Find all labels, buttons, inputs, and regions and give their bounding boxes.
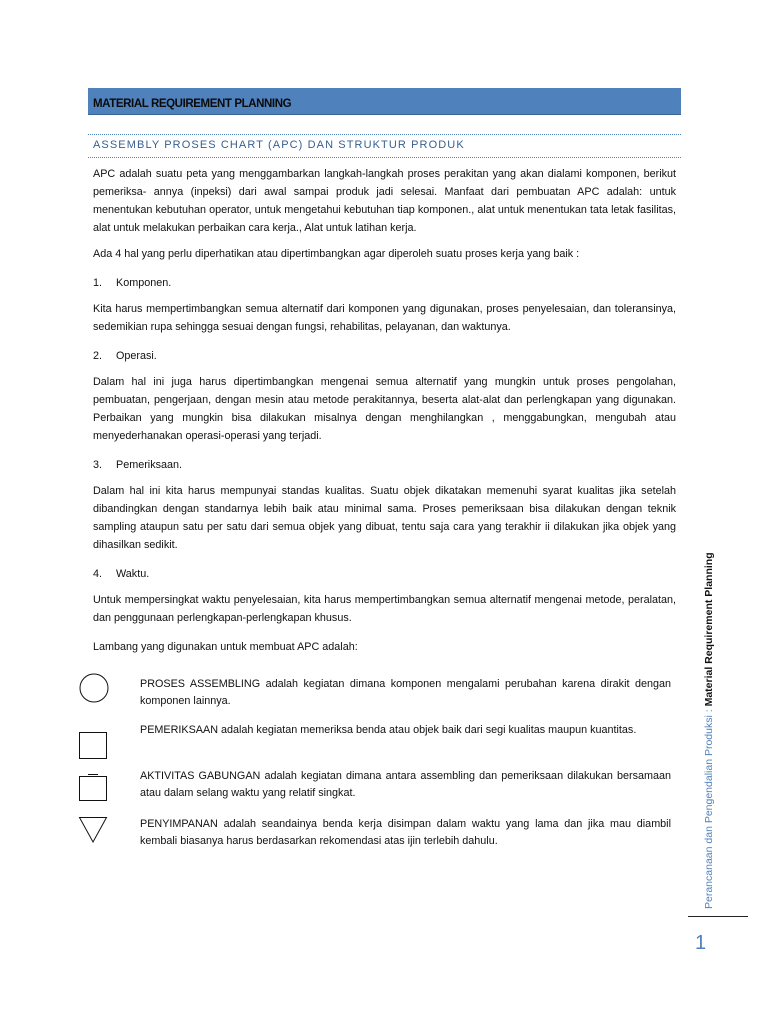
section-title: ASSEMBLY PROSES CHART (APC) DAN STRUKTUR PRODUK xyxy=(88,134,681,158)
inverted-triangle-icon xyxy=(78,816,110,848)
item-body: Dalam hal ini juga harus dipertimbangkan mengenai semua alternatif yang mungkin untuk proses pengolahan, pembuatan, pengerjaan, dengan mesin atau metode perakitannya, beserta alat-alat dan perlengkapan yang digunakan. Perbaikan yang mungkin bisa dilakukan misalnya dengan menghilangkan , menggabungkan, mengubah atau menyederhanakan operasi-operasi yang terjadi. xyxy=(93,376,676,442)
item-body: Untuk mempersingkat waktu penyelesaian, kita harus mempertimbangkan semua alternatif mengenai metode, peralatan, dan penggunaan perlengkapan-perlengkapan khusus. xyxy=(93,594,676,624)
list-item xyxy=(93,274,676,336)
page-number: 1 xyxy=(695,932,707,954)
square-icon xyxy=(78,730,110,762)
list-item xyxy=(93,456,676,554)
item-number: 2. xyxy=(93,350,103,362)
circle-icon xyxy=(78,672,110,704)
side-chapter-title: Material Requirement Planning xyxy=(703,552,715,707)
symbol-description: PENYIMPANAN adalah seandainya benda kerja disimpan dalam waktu yang lama dan jika mau diambil kembali biasanya harus berdasarkan rekomendasi atas ijin terlebih dahulu. xyxy=(140,818,671,847)
item-body: Kita harus mempertimbangkan semua alternatif dari komponen yang digunakan, proses penyelesaian, dan toleransinya, sedemikian rupa sehingga sesuai dengan fungsi, rehabilitas, pelayanan, dan waktunya. xyxy=(93,303,676,333)
lead-paragraph: Ada 4 hal yang perlu diperhatikan atau dipertimbangkan agar diperoleh suatu proses kerja yang baik : xyxy=(93,248,580,260)
item-number: 3. xyxy=(93,459,103,471)
item-title: Komponen. xyxy=(116,277,172,289)
item-number: 4. xyxy=(93,568,103,580)
item-title: Pemeriksaan. xyxy=(116,459,183,471)
side-running-header xyxy=(703,544,715,909)
header-bar xyxy=(88,88,681,115)
list-item xyxy=(93,347,676,445)
symbol-description: AKTIVITAS GABUNGAN adalah kegiatan dimana antara assembling dan pemeriksaan dilakukan bersamaan atau dalam selang waktu yang relatif singkat. xyxy=(140,770,671,799)
item-body: Dalam hal ini kita harus mempunyai standas kualitas. Suatu objek dikatakan memenuhi syarat kualitas jika setelah dibandingkan dengan standarnya lebih baik atau minimal sama. Proses pemeriksaan bisa dilakukan dengan teknik sampling ataupun satu per satu dari semua objek yang dibuat, tentu saja cara yang terakhir ii dilakukan jika objek yang dihasilkan sedikit. xyxy=(93,485,676,551)
symbol-description: PEMERIKSAAN adalah kegiatan memeriksa benda atau objek baik dari segi kualitas maupun kuantitas. xyxy=(140,724,637,736)
item-title: Operasi. xyxy=(116,350,157,362)
side-course-title: Perancanaan dan Pengendalian Produksi : xyxy=(703,706,715,909)
item-number: 1. xyxy=(93,277,103,289)
list-item xyxy=(93,565,676,627)
header-title: MATERIAL REQUIREMENT PLANNING xyxy=(93,98,292,110)
footer-rule xyxy=(688,916,748,917)
symbols-lead: Lambang yang digunakan untuk membuat APC adalah: xyxy=(93,641,358,653)
intro-paragraph: APC adalah suatu peta yang menggambarkan langkah-langkah proses perakitan yang akan dialami komponen, berikut pemeriksa- annya (inpeksi) dari awal sampai produk jadi selesai. Manfaat dari pembuatan APC adalah: untuk menentukan kebutuhan operator, untuk mengetahui kebutuhan tiap komponen., alat untuk menentukan tata letak fasilitas, alat untuk melakukan perbaikan cara kerja., Alat untuk latihan kerja. xyxy=(93,168,676,234)
body-content xyxy=(93,165,676,656)
symbol-description: PROSES ASSEMBLING adalah kegiatan dimana komponen mengalami perubahan karena dirakit dengan komponen lainnya. xyxy=(140,678,671,707)
item-title: Waktu. xyxy=(116,568,150,580)
square-with-circle-icon xyxy=(78,774,110,806)
